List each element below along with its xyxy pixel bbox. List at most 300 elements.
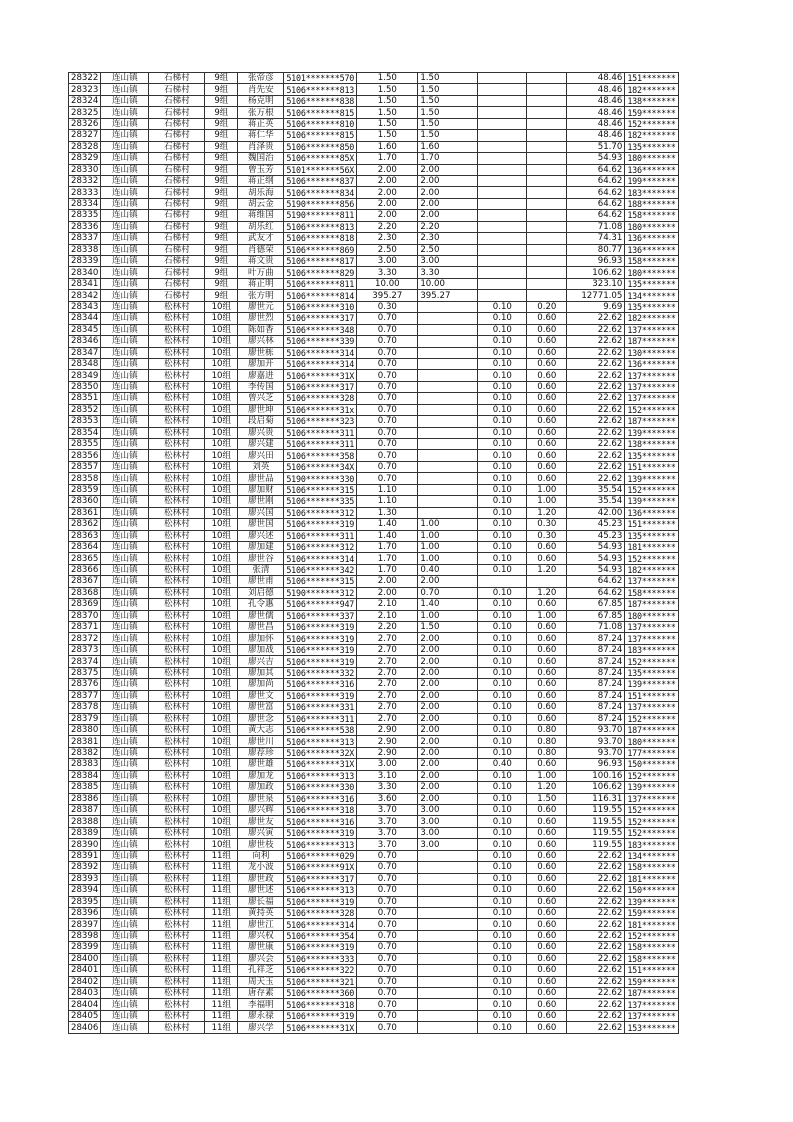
cell-id-number: 5106*******31X xyxy=(284,1022,357,1033)
cell-row-number: 28340 xyxy=(69,267,101,278)
cell-amount: 96.93 xyxy=(567,256,625,267)
cell-town: 连山镇 xyxy=(101,290,149,301)
cell-area-c: 0.60 xyxy=(527,976,567,987)
cell-row-number: 28367 xyxy=(69,576,101,587)
cell-group: 11组 xyxy=(205,953,238,964)
cell-town: 连山镇 xyxy=(101,358,149,369)
cell-area-total: 0.70 xyxy=(357,313,418,324)
cell-area-c xyxy=(527,107,567,118)
cell-area-b: 0.10 xyxy=(478,713,527,724)
cell-area-c: 0.60 xyxy=(527,862,567,873)
cell-area-a: 2.00 xyxy=(418,644,478,655)
cell-group: 10组 xyxy=(205,427,238,438)
cell-town: 连山镇 xyxy=(101,519,149,530)
table-row xyxy=(69,324,679,335)
cell-id-number: 5106*******34X xyxy=(284,461,357,472)
cell-area-c: 0.60 xyxy=(527,553,567,564)
cell-area-total: 0.70 xyxy=(357,416,418,427)
cell-row-number: 28397 xyxy=(69,919,101,930)
cell-id-number: 5106*******837 xyxy=(284,175,357,186)
cell-area-b xyxy=(478,84,527,95)
cell-amount: 119.55 xyxy=(567,827,625,838)
cell-area-c: 0.80 xyxy=(527,747,567,758)
cell-area-b: 0.10 xyxy=(478,747,527,758)
cell-amount: 22.62 xyxy=(567,976,625,987)
cell-town: 连山镇 xyxy=(101,175,149,186)
cell-group: 10组 xyxy=(205,484,238,495)
cell-row-number: 28341 xyxy=(69,278,101,289)
cell-town: 连山镇 xyxy=(101,896,149,907)
cell-area-total: 0.70 xyxy=(357,336,418,347)
cell-amount: 45.23 xyxy=(567,530,625,541)
cell-village: 松林村 xyxy=(149,313,205,324)
cell-row-number: 28403 xyxy=(69,988,101,999)
cell-area-a: 3.00 xyxy=(418,839,478,850)
cell-group: 11组 xyxy=(205,919,238,930)
cell-name: 刘启德 xyxy=(238,587,284,598)
cell-id-number: 5106*******312 xyxy=(284,507,357,518)
cell-phone: 158******* xyxy=(625,256,678,267)
cell-town: 连山镇 xyxy=(101,713,149,724)
cell-area-c xyxy=(527,118,567,129)
cell-area-total: 0.70 xyxy=(357,976,418,987)
cell-area-c xyxy=(527,164,567,175)
cell-area-b: 0.10 xyxy=(478,461,527,472)
cell-phone: 182******* xyxy=(625,313,678,324)
cell-group: 10组 xyxy=(205,473,238,484)
cell-area-total: 2.00 xyxy=(357,576,418,587)
cell-area-b: 0.10 xyxy=(478,416,527,427)
cell-id-number: 5106*******312 xyxy=(284,541,357,552)
cell-town: 连山镇 xyxy=(101,564,149,575)
table-row xyxy=(69,850,679,861)
cell-town: 连山镇 xyxy=(101,221,149,232)
cell-phone: 136******* xyxy=(625,244,678,255)
cell-town: 连山镇 xyxy=(101,461,149,472)
cell-area-total: 2.70 xyxy=(357,702,418,713)
cell-amount: 48.46 xyxy=(567,95,625,106)
cell-area-total: 2.70 xyxy=(357,690,418,701)
cell-village: 松林村 xyxy=(149,862,205,873)
cell-amount: 22.62 xyxy=(567,885,625,896)
cell-town: 连山镇 xyxy=(101,324,149,335)
cell-id-number: 5106*******322 xyxy=(284,965,357,976)
cell-id-number: 5106*******811 xyxy=(284,278,357,289)
cell-area-a: 1.70 xyxy=(418,153,478,164)
cell-area-total: 10.00 xyxy=(357,278,418,289)
cell-area-c: 0.60 xyxy=(527,541,567,552)
cell-group: 11组 xyxy=(205,850,238,861)
cell-area-a xyxy=(418,347,478,358)
cell-group: 11组 xyxy=(205,942,238,953)
cell-village: 松林村 xyxy=(149,885,205,896)
cell-name: 孔令惠 xyxy=(238,599,284,610)
cell-area-b: 0.10 xyxy=(478,827,527,838)
cell-town: 连山镇 xyxy=(101,541,149,552)
cell-name: 廖世友 xyxy=(238,816,284,827)
cell-phone: 183******* xyxy=(625,839,678,850)
cell-area-a: 3.00 xyxy=(418,816,478,827)
cell-area-total: 1.70 xyxy=(357,564,418,575)
cell-id-number: 5106*******311 xyxy=(284,427,357,438)
cell-phone: 183******* xyxy=(625,644,678,655)
cell-name: 廖加政 xyxy=(238,782,284,793)
cell-row-number: 28399 xyxy=(69,942,101,953)
cell-area-b: 0.40 xyxy=(478,759,527,770)
cell-area-c: 1.00 xyxy=(527,610,567,621)
table-row xyxy=(69,896,679,907)
cell-group: 10组 xyxy=(205,713,238,724)
cell-town: 连山镇 xyxy=(101,839,149,850)
cell-name: 廖荐珍 xyxy=(238,747,284,758)
cell-area-b: 0.10 xyxy=(478,907,527,918)
cell-group: 10组 xyxy=(205,313,238,324)
cell-area-c: 0.60 xyxy=(527,759,567,770)
cell-area-b: 0.10 xyxy=(478,324,527,335)
table-row xyxy=(69,564,679,575)
cell-row-number: 28391 xyxy=(69,850,101,861)
cell-village: 石梯村 xyxy=(149,187,205,198)
cell-area-b: 0.10 xyxy=(478,736,527,747)
cell-area-c: 0.60 xyxy=(527,439,567,450)
cell-village: 松林村 xyxy=(149,450,205,461)
cell-row-number: 28366 xyxy=(69,564,101,575)
cell-area-total: 2.00 xyxy=(357,587,418,598)
cell-area-c: 0.60 xyxy=(527,599,567,610)
cell-area-total: 0.70 xyxy=(357,404,418,415)
table-row xyxy=(69,347,679,358)
cell-area-b: 0.10 xyxy=(478,358,527,369)
table-row xyxy=(69,736,679,747)
cell-name: 蒋文贵 xyxy=(238,256,284,267)
cell-area-total: 0.70 xyxy=(357,850,418,861)
cell-area-c: 0.60 xyxy=(527,885,567,896)
cell-town: 连山镇 xyxy=(101,393,149,404)
cell-area-total: 2.70 xyxy=(357,633,418,644)
cell-row-number: 28332 xyxy=(69,175,101,186)
table-body xyxy=(69,73,679,1034)
cell-village: 松林村 xyxy=(149,427,205,438)
cell-amount: 22.62 xyxy=(567,873,625,884)
cell-area-b xyxy=(478,278,527,289)
cell-phone: 135******* xyxy=(625,450,678,461)
cell-area-total: 0.70 xyxy=(357,450,418,461)
table-row xyxy=(69,644,679,655)
cell-area-a: 1.00 xyxy=(418,553,478,564)
cell-village: 松林村 xyxy=(149,393,205,404)
cell-name: 唐存素 xyxy=(238,988,284,999)
cell-id-number: 5106*******321 xyxy=(284,976,357,987)
cell-amount: 64.62 xyxy=(567,175,625,186)
cell-group: 10组 xyxy=(205,587,238,598)
data-table xyxy=(68,72,679,1034)
cell-row-number: 28388 xyxy=(69,816,101,827)
cell-id-number: 5106*******333 xyxy=(284,953,357,964)
cell-area-a: 2.00 xyxy=(418,724,478,735)
cell-name: 肖德荣 xyxy=(238,244,284,255)
cell-village: 石梯村 xyxy=(149,164,205,175)
cell-row-number: 28359 xyxy=(69,484,101,495)
cell-area-b xyxy=(478,107,527,118)
cell-group: 9组 xyxy=(205,187,238,198)
cell-name: 廖世元 xyxy=(238,301,284,312)
cell-area-b: 0.10 xyxy=(478,610,527,621)
cell-village: 松林村 xyxy=(149,1022,205,1033)
cell-village: 松林村 xyxy=(149,988,205,999)
cell-id-number: 5190*******811 xyxy=(284,210,357,221)
cell-area-total: 2.90 xyxy=(357,747,418,758)
cell-phone: 183******* xyxy=(625,187,678,198)
cell-row-number: 28322 xyxy=(69,73,101,84)
cell-area-c: 0.60 xyxy=(527,427,567,438)
cell-name: 孔祥芝 xyxy=(238,965,284,976)
cell-area-total: 395.27 xyxy=(357,290,418,301)
cell-phone: 152******* xyxy=(625,118,678,129)
cell-area-b: 0.10 xyxy=(478,427,527,438)
cell-group: 10组 xyxy=(205,656,238,667)
cell-row-number: 28380 xyxy=(69,724,101,735)
cell-id-number: 5106*******314 xyxy=(284,358,357,369)
cell-id-number: 5106*******818 xyxy=(284,233,357,244)
cell-area-total: 2.30 xyxy=(357,233,418,244)
cell-id-number: 5106*******815 xyxy=(284,107,357,118)
cell-group: 9组 xyxy=(205,210,238,221)
table-row xyxy=(69,313,679,324)
cell-amount: 22.62 xyxy=(567,324,625,335)
cell-area-c: 0.60 xyxy=(527,347,567,358)
cell-area-c: 0.60 xyxy=(527,816,567,827)
cell-town: 连山镇 xyxy=(101,187,149,198)
cell-town: 连山镇 xyxy=(101,965,149,976)
cell-row-number: 28347 xyxy=(69,347,101,358)
cell-row-number: 28371 xyxy=(69,622,101,633)
cell-area-c: 1.20 xyxy=(527,564,567,575)
cell-area-a: 2.00 xyxy=(418,747,478,758)
cell-amount: 100.16 xyxy=(567,770,625,781)
cell-name: 廖加怀 xyxy=(238,633,284,644)
cell-town: 连山镇 xyxy=(101,1010,149,1021)
cell-id-number: 5106*******319 xyxy=(284,633,357,644)
table-row xyxy=(69,839,679,850)
cell-area-c: 0.60 xyxy=(527,805,567,816)
cell-phone: 181******* xyxy=(625,919,678,930)
cell-area-total: 3.30 xyxy=(357,782,418,793)
cell-row-number: 28402 xyxy=(69,976,101,987)
cell-phone: 139******* xyxy=(625,782,678,793)
cell-town: 连山镇 xyxy=(101,747,149,758)
cell-area-a xyxy=(418,324,478,335)
cell-area-total: 0.70 xyxy=(357,896,418,907)
cell-area-b: 0.10 xyxy=(478,644,527,655)
cell-area-b xyxy=(478,141,527,152)
cell-area-c xyxy=(527,130,567,141)
cell-area-a xyxy=(418,450,478,461)
cell-id-number: 5106*******314 xyxy=(284,919,357,930)
cell-area-a xyxy=(418,976,478,987)
cell-area-b xyxy=(478,118,527,129)
cell-area-total: 2.20 xyxy=(357,221,418,232)
cell-phone: 139******* xyxy=(625,679,678,690)
table-row xyxy=(69,267,679,278)
cell-area-total: 1.50 xyxy=(357,118,418,129)
cell-area-c: 0.60 xyxy=(527,324,567,335)
cell-area-b: 0.10 xyxy=(478,770,527,781)
cell-area-c: 1.20 xyxy=(527,587,567,598)
table-row xyxy=(69,713,679,724)
cell-row-number: 28377 xyxy=(69,690,101,701)
cell-row-number: 28384 xyxy=(69,770,101,781)
cell-group: 10组 xyxy=(205,541,238,552)
cell-row-number: 28342 xyxy=(69,290,101,301)
cell-group: 10组 xyxy=(205,770,238,781)
cell-phone: 181******* xyxy=(625,541,678,552)
cell-area-c: 0.60 xyxy=(527,690,567,701)
cell-village: 石梯村 xyxy=(149,244,205,255)
cell-area-c: 0.60 xyxy=(527,942,567,953)
cell-phone: 134******* xyxy=(625,290,678,301)
cell-village: 松林村 xyxy=(149,953,205,964)
cell-town: 连山镇 xyxy=(101,553,149,564)
cell-area-a: 2.00 xyxy=(418,210,478,221)
cell-group: 10组 xyxy=(205,679,238,690)
cell-name: 胡乐红 xyxy=(238,221,284,232)
cell-name: 廖兴述 xyxy=(238,530,284,541)
cell-area-c: 0.60 xyxy=(527,965,567,976)
cell-row-number: 28364 xyxy=(69,541,101,552)
cell-area-c: 0.60 xyxy=(527,313,567,324)
cell-area-a: 2.50 xyxy=(418,244,478,255)
cell-village: 松林村 xyxy=(149,1010,205,1021)
cell-group: 10组 xyxy=(205,747,238,758)
cell-area-b: 0.10 xyxy=(478,507,527,518)
cell-area-total: 1.10 xyxy=(357,484,418,495)
cell-row-number: 28345 xyxy=(69,324,101,335)
cell-village: 松林村 xyxy=(149,976,205,987)
cell-name: 蒋正纲 xyxy=(238,175,284,186)
cell-village: 松林村 xyxy=(149,667,205,678)
cell-town: 连山镇 xyxy=(101,347,149,358)
cell-area-a xyxy=(418,999,478,1010)
cell-village: 松林村 xyxy=(149,381,205,392)
cell-row-number: 28382 xyxy=(69,747,101,758)
cell-area-total: 0.70 xyxy=(357,370,418,381)
cell-phone: 135******* xyxy=(625,301,678,312)
cell-area-c: 0.60 xyxy=(527,656,567,667)
cell-area-a xyxy=(418,1022,478,1033)
cell-area-a: 2.00 xyxy=(418,633,478,644)
cell-area-total: 0.70 xyxy=(357,324,418,335)
cell-area-b: 0.10 xyxy=(478,519,527,530)
cell-area-a xyxy=(418,484,478,495)
cell-name: 廖世富 xyxy=(238,702,284,713)
cell-area-b: 0.10 xyxy=(478,587,527,598)
table-row xyxy=(69,976,679,987)
cell-name: 叶万曲 xyxy=(238,267,284,278)
cell-phone: 180******* xyxy=(625,153,678,164)
cell-area-total: 1.50 xyxy=(357,107,418,118)
cell-amount: 119.55 xyxy=(567,839,625,850)
cell-group: 10组 xyxy=(205,439,238,450)
table-row xyxy=(69,198,679,209)
cell-amount: 87.24 xyxy=(567,679,625,690)
cell-village: 松林村 xyxy=(149,564,205,575)
cell-row-number: 28387 xyxy=(69,805,101,816)
cell-village: 松林村 xyxy=(149,576,205,587)
cell-area-a: 1.60 xyxy=(418,141,478,152)
cell-id-number: 5106*******360 xyxy=(284,988,357,999)
cell-area-b xyxy=(478,221,527,232)
cell-area-a xyxy=(418,862,478,873)
cell-village: 松林村 xyxy=(149,347,205,358)
cell-phone: 137******* xyxy=(625,622,678,633)
cell-area-total: 3.00 xyxy=(357,256,418,267)
cell-village: 石梯村 xyxy=(149,118,205,129)
cell-area-a: 1.00 xyxy=(418,530,478,541)
cell-amount: 64.62 xyxy=(567,576,625,587)
table-row xyxy=(69,622,679,633)
cell-id-number: 5106*******029 xyxy=(284,850,357,861)
cell-group: 9组 xyxy=(205,267,238,278)
table-row xyxy=(69,988,679,999)
cell-area-c: 1.50 xyxy=(527,793,567,804)
cell-group: 11组 xyxy=(205,907,238,918)
cell-amount: 93.70 xyxy=(567,736,625,747)
cell-name: 廖兴权 xyxy=(238,930,284,941)
cell-group: 10组 xyxy=(205,336,238,347)
cell-phone: 152******* xyxy=(625,484,678,495)
table-row xyxy=(69,907,679,918)
cell-id-number: 5106*******31X xyxy=(284,370,357,381)
cell-row-number: 28386 xyxy=(69,793,101,804)
cell-phone: 152******* xyxy=(625,816,678,827)
cell-phone: 135******* xyxy=(625,530,678,541)
cell-name: 廖世雄 xyxy=(238,759,284,770)
cell-amount: 106.62 xyxy=(567,782,625,793)
cell-name: 廖世政 xyxy=(238,873,284,884)
cell-village: 石梯村 xyxy=(149,107,205,118)
cell-id-number: 5106*******318 xyxy=(284,805,357,816)
cell-village: 松林村 xyxy=(149,519,205,530)
cell-amount: 22.62 xyxy=(567,427,625,438)
cell-area-a: 2.00 xyxy=(418,702,478,713)
table-row xyxy=(69,690,679,701)
cell-area-total: 2.10 xyxy=(357,599,418,610)
cell-village: 松林村 xyxy=(149,496,205,507)
cell-amount: 64.62 xyxy=(567,164,625,175)
cell-area-c: 0.60 xyxy=(527,896,567,907)
cell-area-b xyxy=(478,256,527,267)
cell-area-b xyxy=(478,210,527,221)
cell-area-b: 0.10 xyxy=(478,622,527,633)
cell-name: 廖世甫 xyxy=(238,576,284,587)
cell-name: 廖兴林 xyxy=(238,336,284,347)
cell-area-total: 2.00 xyxy=(357,175,418,186)
cell-row-number: 28336 xyxy=(69,221,101,232)
cell-area-b xyxy=(478,153,527,164)
cell-area-b: 0.10 xyxy=(478,336,527,347)
cell-village: 松林村 xyxy=(149,805,205,816)
table-row xyxy=(69,473,679,484)
cell-row-number: 28350 xyxy=(69,381,101,392)
cell-amount: 22.62 xyxy=(567,850,625,861)
cell-name: 廖嘉进 xyxy=(238,370,284,381)
cell-area-c xyxy=(527,210,567,221)
cell-phone: 136******* xyxy=(625,164,678,175)
cell-id-number: 5106*******316 xyxy=(284,816,357,827)
cell-id-number: 5106*******319 xyxy=(284,942,357,953)
cell-village: 松林村 xyxy=(149,416,205,427)
cell-area-b: 0.10 xyxy=(478,599,527,610)
